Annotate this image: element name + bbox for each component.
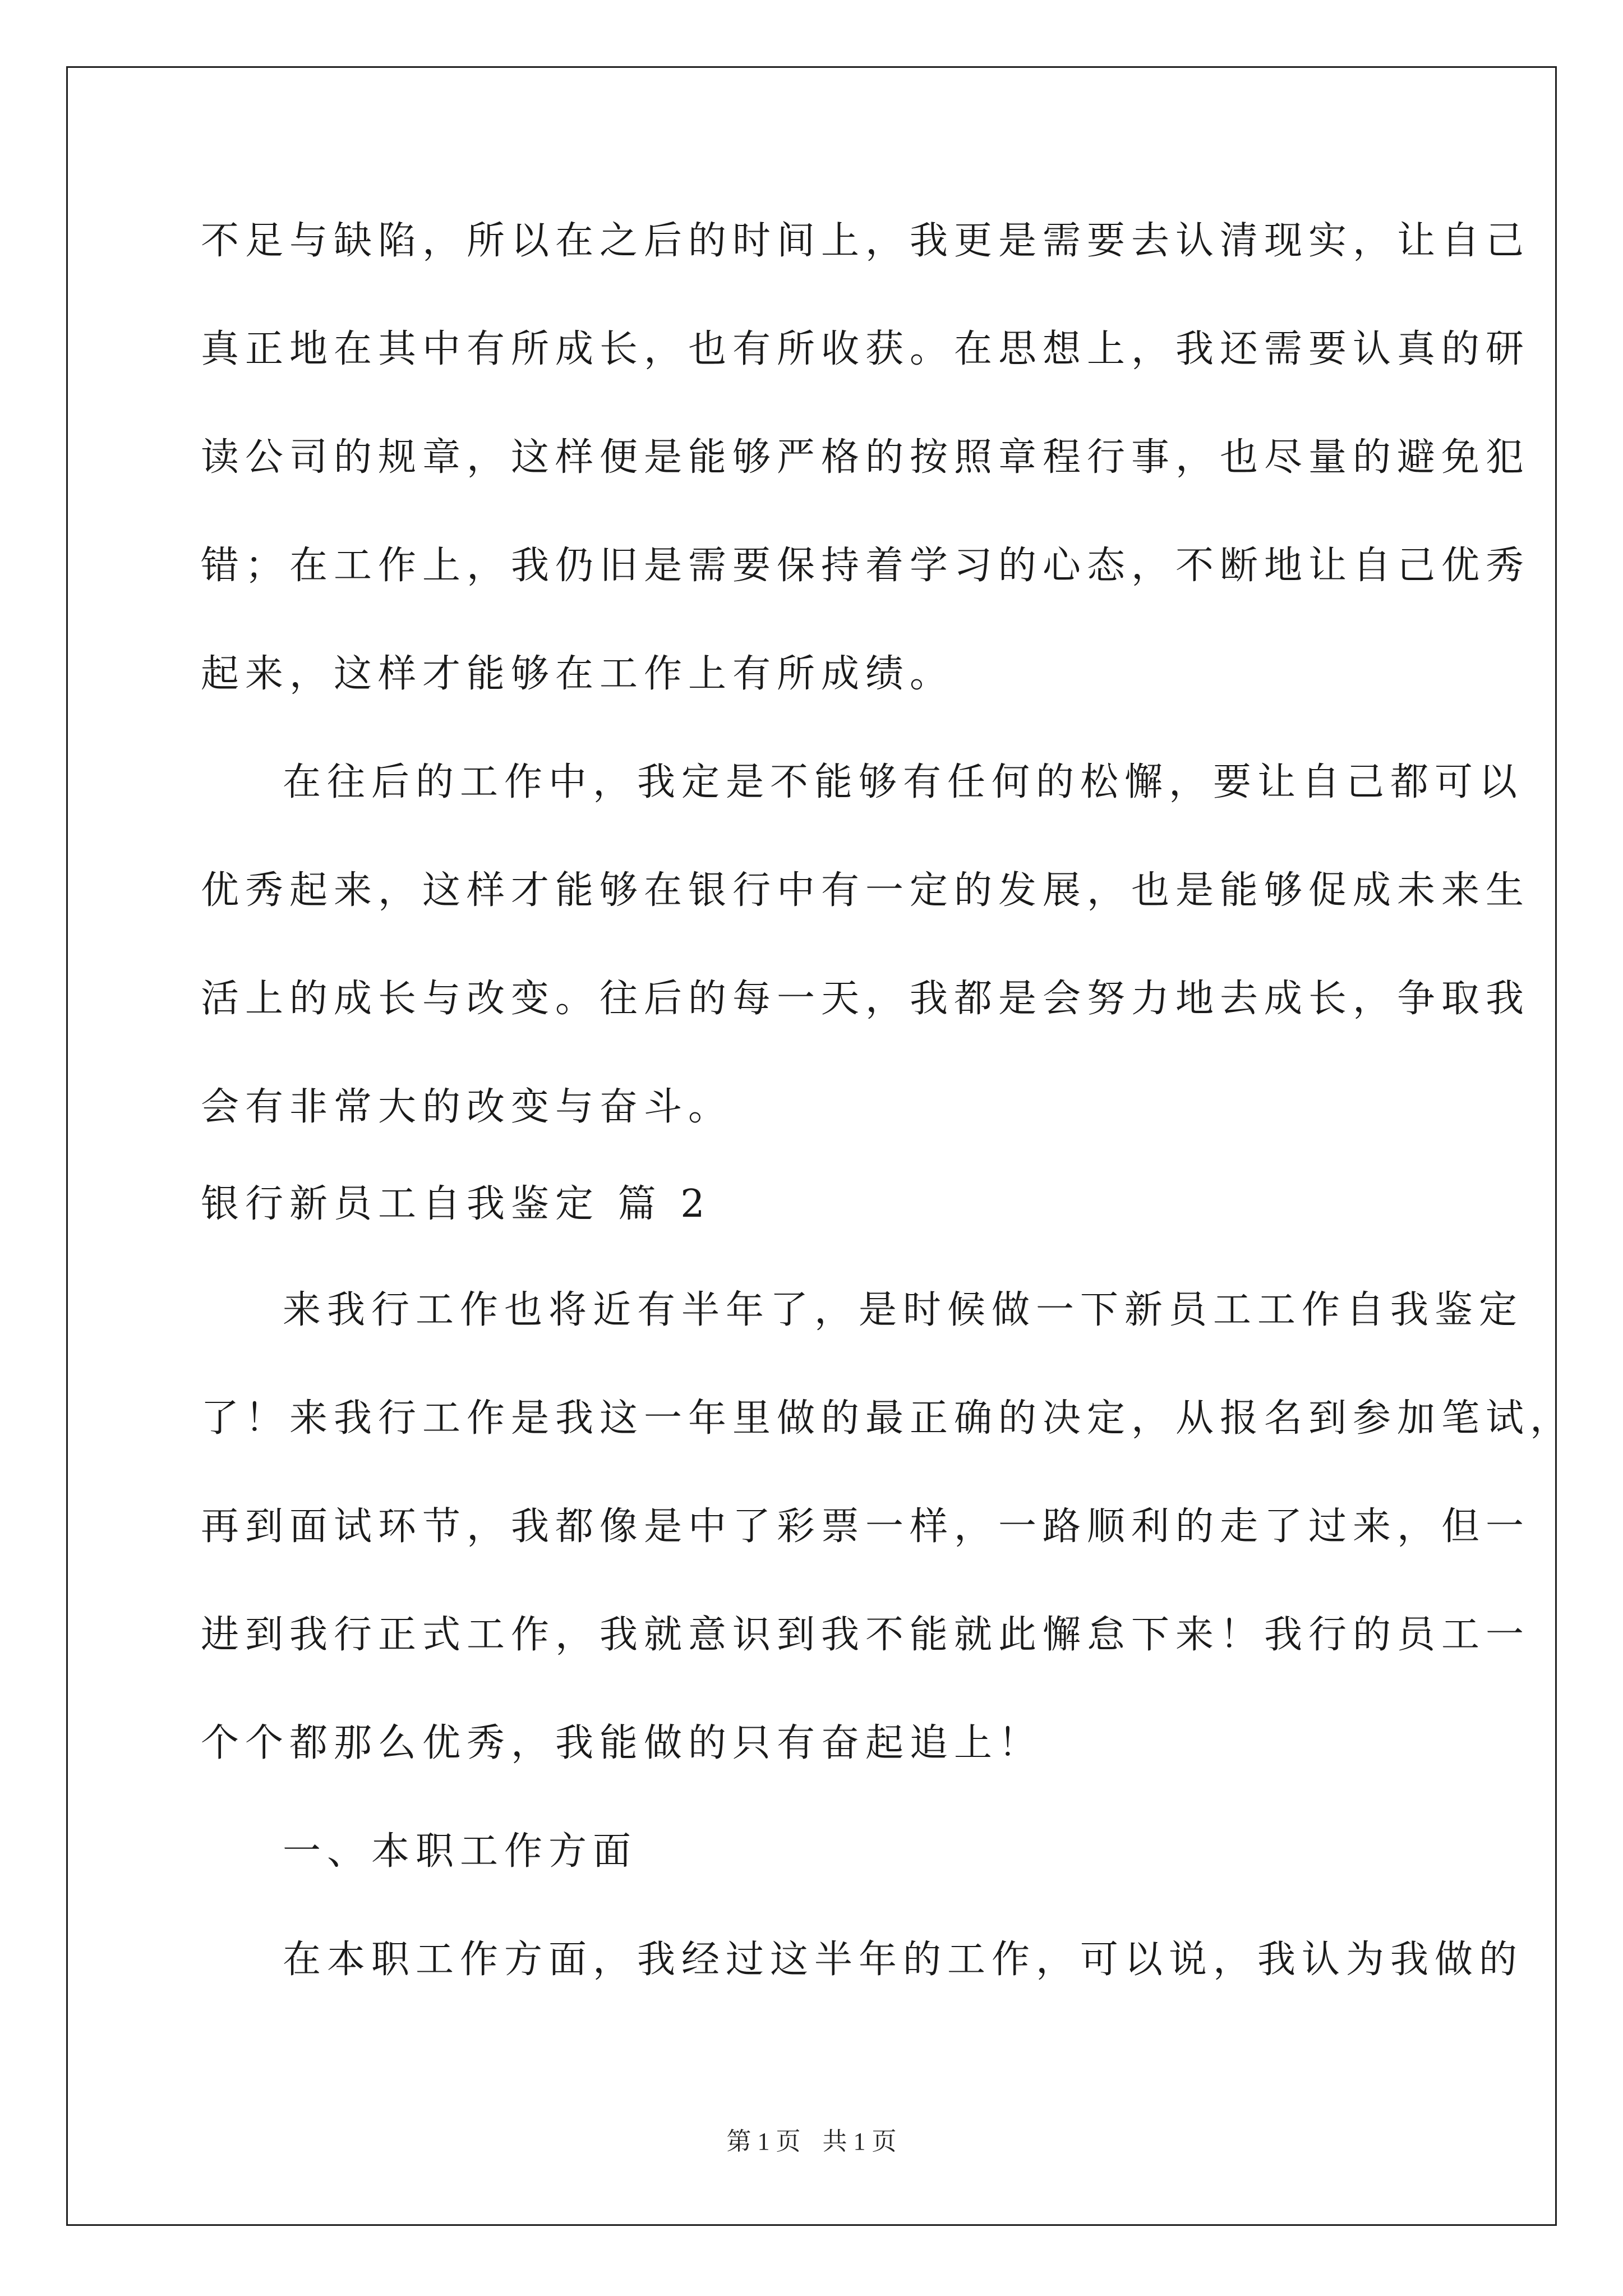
paragraph-line: 了！来我行工作是我这一年里做的最正确的决定，从报名到参加笔试， xyxy=(201,1396,1575,1441)
paragraph-line: 读公司的规章，这样便是能够严格的按照章程行事，也尽量的避免犯 xyxy=(201,435,1530,480)
subsection-heading: 一、本职工作方面 xyxy=(283,1829,638,1874)
paragraph-line: 优秀起来，这样才能够在银行中有一定的发展，也是能够促成未来生 xyxy=(201,868,1530,913)
page-number: 第 1 页 xyxy=(726,2128,801,2155)
paragraph-line: 来我行工作也将近有半年了，是时候做一下新员工工作自我鉴定 xyxy=(283,1288,1524,1332)
paragraph-line: 不足与缺陷，所以在之后的时间上，我更是需要去认清现实，让自己 xyxy=(201,219,1530,263)
paragraph-line: 会有非常大的改变与奋斗。 xyxy=(201,1085,733,1129)
paragraph-line: 活上的成长与改变。往后的每一天，我都是会努力地去成长，争取我 xyxy=(201,977,1530,1021)
paragraph-line: 在往后的工作中，我定是不能够有任何的松懈，要让自己都可以 xyxy=(283,760,1524,804)
paragraph-line: 进到我行正式工作，我就意识到我不能就此懈怠下来！我行的员工一 xyxy=(201,1613,1530,1657)
page-border xyxy=(66,66,1557,2226)
paragraph-line: 真正地在其中有所成长，也有所收获。在思想上，我还需要认真的研 xyxy=(201,327,1530,371)
page-count: 共 1 页 xyxy=(822,2128,897,2155)
paragraph-line: 错；在工作上，我仍旧是需要保持着学习的心态，不断地让自己优秀 xyxy=(201,544,1530,588)
section-heading: 银行新员工自我鉴定 篇 2 xyxy=(201,1182,711,1226)
paragraph-line: 在本职工作方面，我经过这半年的工作，可以说，我认为我做的 xyxy=(283,1938,1524,1982)
paragraph-line: 起来，这样才能够在工作上有所成绩。 xyxy=(201,652,955,696)
paragraph-line: 个个都那么优秀，我能做的只有奋起追上！ xyxy=(201,1721,1043,1765)
paragraph-line: 再到面试环节，我都像是中了彩票一样，一路顺利的走了过来，但一 xyxy=(201,1504,1530,1549)
page-footer xyxy=(0,2126,1623,2157)
